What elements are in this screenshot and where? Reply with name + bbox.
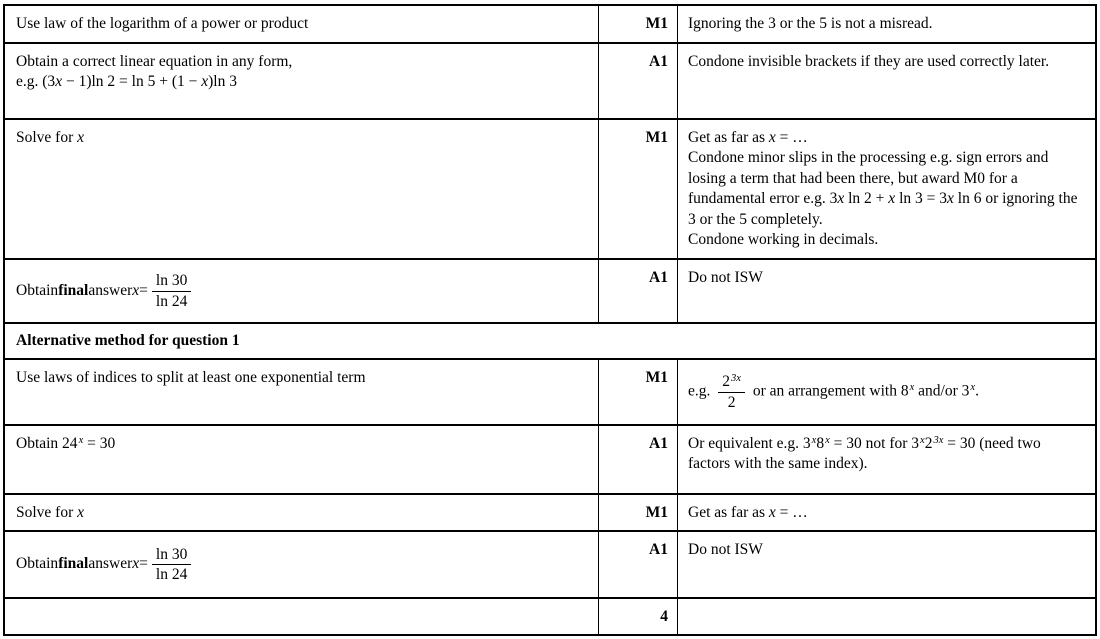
equation-part: = (139, 281, 148, 299)
description-cell (5, 532, 599, 597)
guidance-text: and/or (914, 382, 962, 400)
description-cell (5, 6, 599, 42)
mark-cell (599, 426, 678, 493)
table-row (5, 360, 1095, 426)
table-row (5, 6, 1095, 44)
math-base: 2 (722, 373, 731, 391)
table-row (5, 120, 1095, 260)
guidance-text: Get as far as (688, 504, 769, 521)
guidance-text: Do not ISW (688, 541, 763, 558)
math-variable: x (77, 129, 85, 146)
guidance-cell (678, 495, 1095, 530)
bold-text: final (58, 281, 89, 299)
math-exponent: 3x (731, 372, 741, 384)
math-variable: x (837, 190, 845, 208)
mark-label: M1 (645, 129, 668, 146)
math-exponent: 3x (933, 434, 944, 446)
description-text: Obtain 24 (16, 435, 78, 452)
description-cell (5, 495, 599, 530)
description-text: answer (88, 281, 133, 299)
table-row (5, 260, 1095, 324)
bold-text: final (58, 555, 89, 573)
fraction (718, 373, 745, 411)
math-exponent: x (78, 434, 84, 446)
math-base: 8 (900, 382, 909, 400)
mark-cell (599, 260, 678, 322)
guidance-text: Get as far as (688, 129, 769, 146)
table-row (5, 532, 1095, 599)
equation-part: − 1)ln 2 = ln 5 + (1 − (62, 73, 202, 91)
table-row-alt-header (5, 324, 1095, 360)
guidance-text: e.g. (688, 382, 715, 400)
mark-label: M1 (645, 15, 668, 32)
description-text: answer (88, 555, 133, 573)
mark-label: A1 (649, 541, 668, 558)
description-cell (5, 426, 599, 493)
mark-label: A1 (649, 269, 668, 286)
description-cell (5, 260, 599, 322)
mark-cell (599, 6, 678, 42)
table-row (5, 426, 1095, 495)
table-row (5, 495, 1095, 532)
math-exponent: x (909, 382, 915, 394)
equation-prefix: e.g. (16, 73, 43, 91)
equation-line (16, 72, 586, 92)
guidance-text: = 30 not for 3 (829, 435, 920, 452)
guidance-cell (678, 260, 1095, 322)
mark-cell (599, 532, 678, 597)
table-row (5, 44, 1095, 120)
math-variable: x (201, 73, 209, 91)
guidance-text: Or equivalent e.g. 3 (688, 435, 811, 452)
alt-method-header-text: Alternative method for question 1 (16, 331, 240, 349)
fraction-denominator: ln 24 (155, 292, 188, 310)
math-variable: x (947, 190, 954, 208)
math-base: 2 (924, 435, 933, 452)
guidance-text: Ignoring the 3 or the 5 is not a misread. (688, 15, 933, 32)
description-cell (5, 44, 599, 118)
math-base: 3 (961, 382, 970, 400)
description-cell (5, 120, 599, 258)
mark-label: M1 (645, 369, 668, 386)
guidance-paragraph (688, 128, 1085, 148)
guidance-text: Condone minor slips in the processing e.g. sign errors and losing a term that had been there, but award M0 for a fundamental error e.g. 3 (688, 149, 1049, 208)
math-exponent: x (970, 382, 976, 394)
guidance-text: ln 6 or ignoring the 3 or the 5 completely. (688, 190, 1078, 228)
guidance-paragraph (688, 148, 1085, 230)
guidance-text: Condone invisible brackets if they are used correctly later. (688, 53, 1050, 70)
guidance-text: = … (775, 129, 808, 146)
description-line (16, 52, 586, 72)
math-base: 8 (816, 435, 825, 452)
table-row-total (5, 599, 1095, 634)
mark-cell (599, 44, 678, 118)
math-exponent: x (811, 434, 817, 446)
guidance-cell (678, 120, 1095, 258)
fraction-numerator: ln 30 (152, 546, 191, 565)
mark-scheme-table (3, 4, 1097, 636)
math-variable: x (132, 555, 140, 573)
guidance-text: ln 2 + (844, 190, 889, 208)
fraction-numerator (718, 373, 745, 392)
math-variable: x (55, 73, 63, 91)
guidance-text: Condone working in decimals. (688, 231, 879, 249)
guidance-text: ln 3 = 3 (895, 190, 947, 208)
equation-part: = 30 (83, 435, 116, 452)
description-cell (5, 599, 599, 634)
math-variable: x (888, 190, 896, 208)
guidance-text: . (975, 382, 979, 400)
mark-label: M1 (645, 504, 668, 521)
guidance-text: Do not ISW (688, 269, 763, 286)
math-variable: x (768, 129, 776, 146)
fraction (152, 546, 191, 584)
alt-method-header (5, 324, 1095, 358)
equation-part: )ln 3 (208, 73, 237, 91)
guidance-cell (678, 360, 1095, 424)
guidance-paragraph (688, 230, 1085, 250)
guidance-cell (678, 532, 1095, 597)
total-marks-cell (599, 599, 678, 634)
guidance-line (688, 373, 979, 411)
description-cell (5, 360, 599, 424)
description-text: Use laws of indices to split at least one exponential term (16, 369, 366, 386)
guidance-cell (678, 6, 1095, 42)
fraction-denominator: ln 24 (155, 566, 188, 583)
math-variable: x (77, 504, 85, 521)
guidance-cell (678, 44, 1095, 118)
mark-cell (599, 120, 678, 258)
description-text: Obtain (16, 555, 59, 573)
mark-label: A1 (649, 435, 668, 452)
description-text: Obtain (16, 281, 59, 299)
guidance-cell (678, 599, 1095, 634)
fraction-denominator: 2 (727, 393, 736, 411)
description-text: Use law of the logarithm of a power or product (16, 15, 309, 32)
fraction-numerator: ln 30 (152, 272, 191, 291)
math-variable: x (132, 281, 140, 299)
description-text: Solve for (16, 129, 78, 146)
mark-cell (599, 495, 678, 530)
math-exponent: x (920, 434, 925, 446)
guidance-cell (678, 426, 1095, 493)
description-text: Solve for (16, 504, 78, 521)
math-variable: x (768, 504, 776, 521)
guidance-text: or an arrangement with (748, 382, 901, 400)
mark-label: A1 (649, 53, 668, 70)
mark-cell (599, 360, 678, 424)
total-marks-label: 4 (660, 608, 668, 625)
guidance-text: = 30 (need two factors with the same index). (688, 435, 1041, 473)
math-exponent: x (825, 434, 830, 446)
guidance-text: = … (775, 504, 808, 521)
fraction (152, 272, 191, 310)
equation-part: (3 (42, 73, 56, 91)
description-text: Obtain a correct linear equation in any form, (16, 53, 293, 70)
equation-part: = (139, 555, 148, 573)
